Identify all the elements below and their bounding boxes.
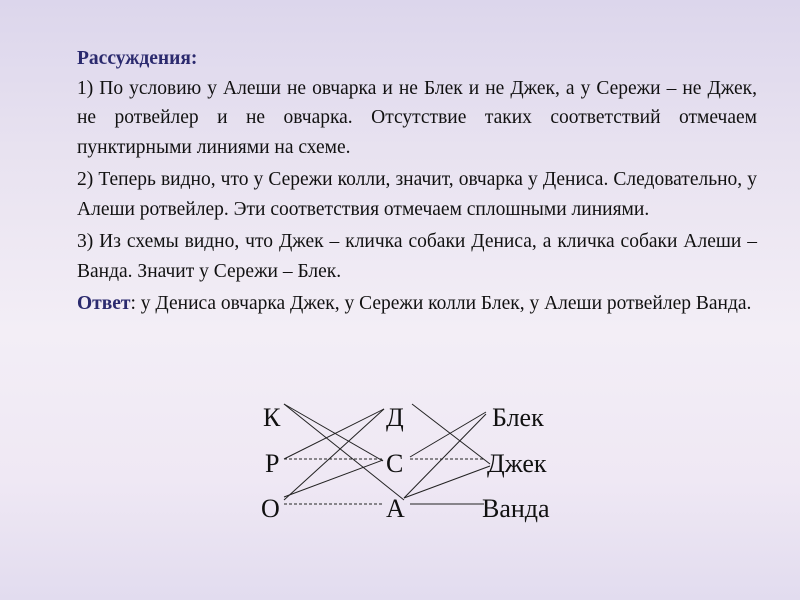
owner-s: С (386, 449, 404, 478)
scheme-line-k-s (284, 404, 383, 461)
dog-name-vanda: Ванда (482, 494, 550, 523)
scheme-line-o-s (284, 460, 383, 497)
reasoning-step-3: 3) Из схемы видно, что Джек – кличка собаки Дениса, а кличка собаки Алеши – Ванда. Значит у Сережи – Блек. (77, 231, 757, 282)
scheme-line-r-d (284, 409, 384, 459)
reasoning-text (77, 44, 757, 319)
scheme-line-o-d (284, 409, 384, 500)
reasoning-heading: Рассуждения: (77, 48, 198, 69)
breed-o: О (261, 494, 280, 523)
owner-a: А (386, 494, 405, 523)
dog-name-blek: Блек (492, 403, 544, 432)
breed-k: К (263, 403, 281, 432)
scheme-line-d-dzhek (412, 404, 490, 464)
scheme-line-a-dzhek (404, 466, 490, 498)
scheme-line-a-blek (404, 414, 486, 498)
answer-label: Ответ (77, 293, 131, 314)
reasoning-step-1: 1) По условию у Алеши не овчарка и не Блек и не Джек, а у Сережи – не Джек, не ротвейлер и не овчарка. Отсутствие таких соответствий отмечаем пунктирными линиями на схеме. (77, 77, 757, 158)
owner-d: Д (386, 403, 404, 432)
breed-r: Р (265, 449, 280, 478)
answer-text: : у Дениса овчарка Джек, у Сережи колли Блек, у Алеши ротвейлер Ванда. (130, 293, 752, 314)
answer-paragraph (77, 289, 757, 319)
reasoning-step-2: 2) Теперь видно, что у Сережи колли, значит, овчарка у Дениса. Следовательно, у Алеши ротвейлер. Эти соответствия отмечаем сплошными линиями. (77, 169, 757, 220)
dog-name-dzhek: Джек (487, 449, 547, 478)
scheme-line-s-blek (410, 412, 486, 457)
